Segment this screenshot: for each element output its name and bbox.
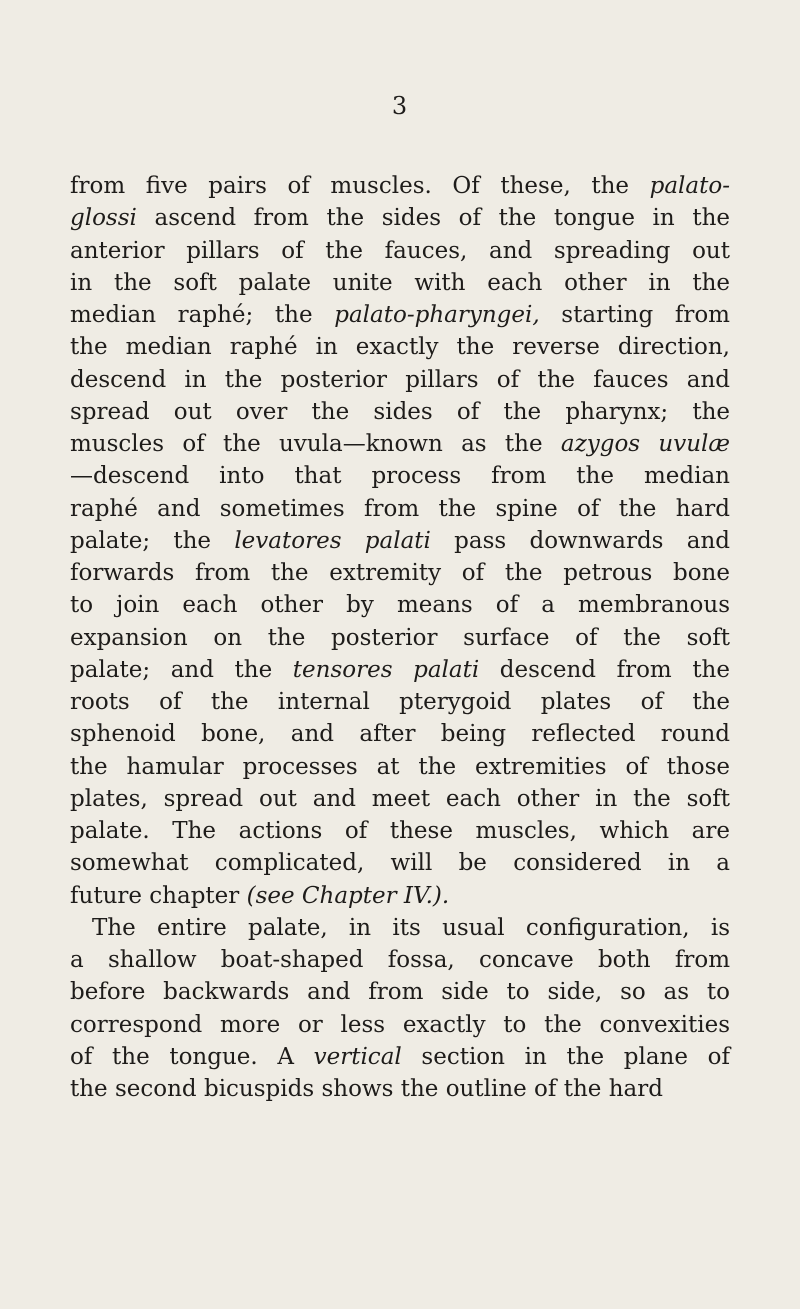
text-line [70,525,730,557]
text-segment: expansion on the posterior surface of the soft [70,624,730,651]
text-line [70,751,730,783]
text-segment: pass downwards and [430,527,730,554]
text-line [70,493,730,525]
text-line [70,396,730,428]
text-line [70,299,730,331]
text-segment: before backwards and from side to side, so as to [70,979,730,1006]
text-segment: the hamular processes at the extremities of those [70,753,730,780]
italic-term: azygos uvulæ [560,431,730,457]
text-segment: ascend from the sides of the tongue in the [136,205,730,232]
italic-term: palato- [649,173,730,199]
text-segment: median raphé; the [70,302,335,328]
body-text [70,170,730,1105]
text-line [70,718,730,750]
text-segment: roots of the internal pterygoid plates of the [70,689,730,715]
italic-term: vertical [313,1043,402,1070]
text-segment: forwards from the extremity of the petrous bone [70,560,730,586]
text-segment: correspond more or less exactly to the convexities [70,1011,730,1038]
italic-term: palato-pharyngei, [334,302,540,328]
text-segment: future chapter [70,882,247,909]
text-segment: descend in the posterior pillars of the fauces and [70,366,730,393]
text-line [70,170,730,202]
italic-term: levatores palati [234,527,431,554]
text-segment: palate; the [70,527,235,554]
text-line [70,1041,730,1073]
text-line [70,654,730,686]
text-line [70,783,730,815]
text-segment: from five pairs of muscles. Of these, the [70,173,650,199]
text-segment: —descend into that process from the median [70,463,730,490]
text-segment: sphenoid bone, and after being reflected round [70,721,730,748]
text-segment: palate. The actions of these muscles, which are [70,818,730,844]
text-line [70,331,730,363]
text-segment: muscles of the uvula—known as the [70,431,561,457]
text-segment: raphé and sometimes from the spine of the hard [70,495,730,522]
text-line [70,428,730,460]
italic-term: tensores palati [292,656,480,683]
text-segment: to join each other by means of a membranous [70,592,730,619]
text-line [70,202,730,234]
text-line [70,880,730,912]
text-line [70,1073,730,1105]
text-segment: palate; and the [70,656,293,683]
text-line [70,944,730,976]
text-segment: spread out over the sides of the pharynx; the [70,398,730,425]
text-segment: section in the plane of [401,1043,730,1070]
text-segment: somewhat complicated, will be considered in a [70,850,730,877]
text-line [70,976,730,1008]
text-line [70,557,730,589]
text-line [70,1009,730,1041]
text-segment: a shallow boat-shaped fossa, concave both from [70,947,730,973]
text-segment: starting from [539,302,730,328]
page-number: 3 [391,92,409,120]
text-segment: in the soft palate unite with each other in the [70,269,730,296]
text-segment: of the tongue. A [70,1043,314,1070]
italic-term: glossi [70,205,137,232]
text-line [70,912,730,944]
text-line [70,589,730,621]
text-line [70,364,730,396]
text-segment: the second bicuspids shows the outline of the hard [70,1076,663,1102]
text-segment: The entire palate, in its usual configuration, is [92,914,730,941]
text-line [70,235,730,267]
italic-term: (see Chapter IV.). [246,882,450,909]
text-segment: plates, spread out and meet each other in the soft [70,785,730,812]
text-line [70,622,730,654]
text-segment: descend from the [479,656,730,683]
text-line [70,686,730,718]
text-line [70,847,730,879]
text-line [70,460,730,492]
text-line [70,267,730,299]
text-segment: the median raphé in exactly the reverse direction, [70,334,730,361]
text-segment: anterior pillars of the fauces, and spreading out [70,237,730,264]
text-line [70,815,730,847]
